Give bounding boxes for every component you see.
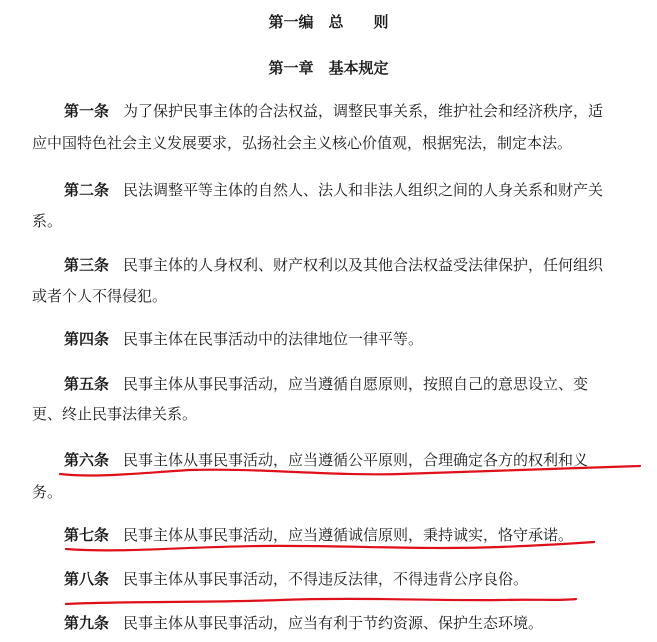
- underline-article-8: [66, 599, 576, 604]
- underline-article-6: [60, 466, 640, 475]
- article-number: 第三条: [64, 256, 110, 274]
- article-5-line-2: 更、终止民事法律关系。: [32, 405, 198, 423]
- article-number: 第二条: [64, 181, 110, 199]
- article-number: 第八条: [64, 570, 110, 588]
- article-number: 第五条: [64, 375, 110, 393]
- article-number: 第七条: [64, 526, 110, 544]
- article-1-line-2: 应中国特色社会主义发展要求，弘扬社会主义核心价值观，根据宪法，制定本法。: [32, 134, 573, 152]
- article-text: 民事主体从事民事活动，不得违反法律，不得违背公序良俗。: [123, 570, 529, 588]
- article-text: 民事主体在民事活动中的法律地位一律平等。: [123, 330, 424, 348]
- article-number: 第一条: [64, 102, 110, 120]
- part-title: 第一编 总 则: [268, 13, 389, 31]
- underline-article-7: [66, 542, 594, 550]
- article-text: 民事主体从事民事活动，应当遵循诚信原则，秉持诚实，恪守承诺。: [123, 526, 574, 544]
- article-number: 第六条: [64, 451, 110, 469]
- article-text: 为了保护民事主体的合法权益，调整民事关系，维护社会和经济秩序，适: [123, 102, 604, 120]
- article-2-line-2: 系。: [32, 212, 63, 230]
- article-text: 民法调整平等主体的自然人、法人和非法人组织之间的人身关系和财产关: [123, 181, 604, 199]
- article-text: 民事主体从事民事活动，应当遵循自愿原则，按照自己的意思设立、变: [123, 375, 589, 393]
- article-3-line-2: 或者个人不得侵犯。: [32, 287, 168, 305]
- chapter-title: 第一章 基本规定: [268, 59, 389, 77]
- article-text: 民事主体的人身权利、财产权利以及其他合法权益受法律保护，任何组织: [123, 256, 604, 274]
- article-6-line-2: 务。: [32, 483, 63, 501]
- article-text: 民事主体从事民事活动，应当有利于节约资源、保护生态环境。: [123, 614, 544, 632]
- article-text: 民事主体从事民事活动，应当遵循公平原则，合理确定各方的权利和义: [123, 451, 589, 469]
- article-number: 第四条: [64, 330, 110, 348]
- article-number: 第九条: [64, 614, 110, 632]
